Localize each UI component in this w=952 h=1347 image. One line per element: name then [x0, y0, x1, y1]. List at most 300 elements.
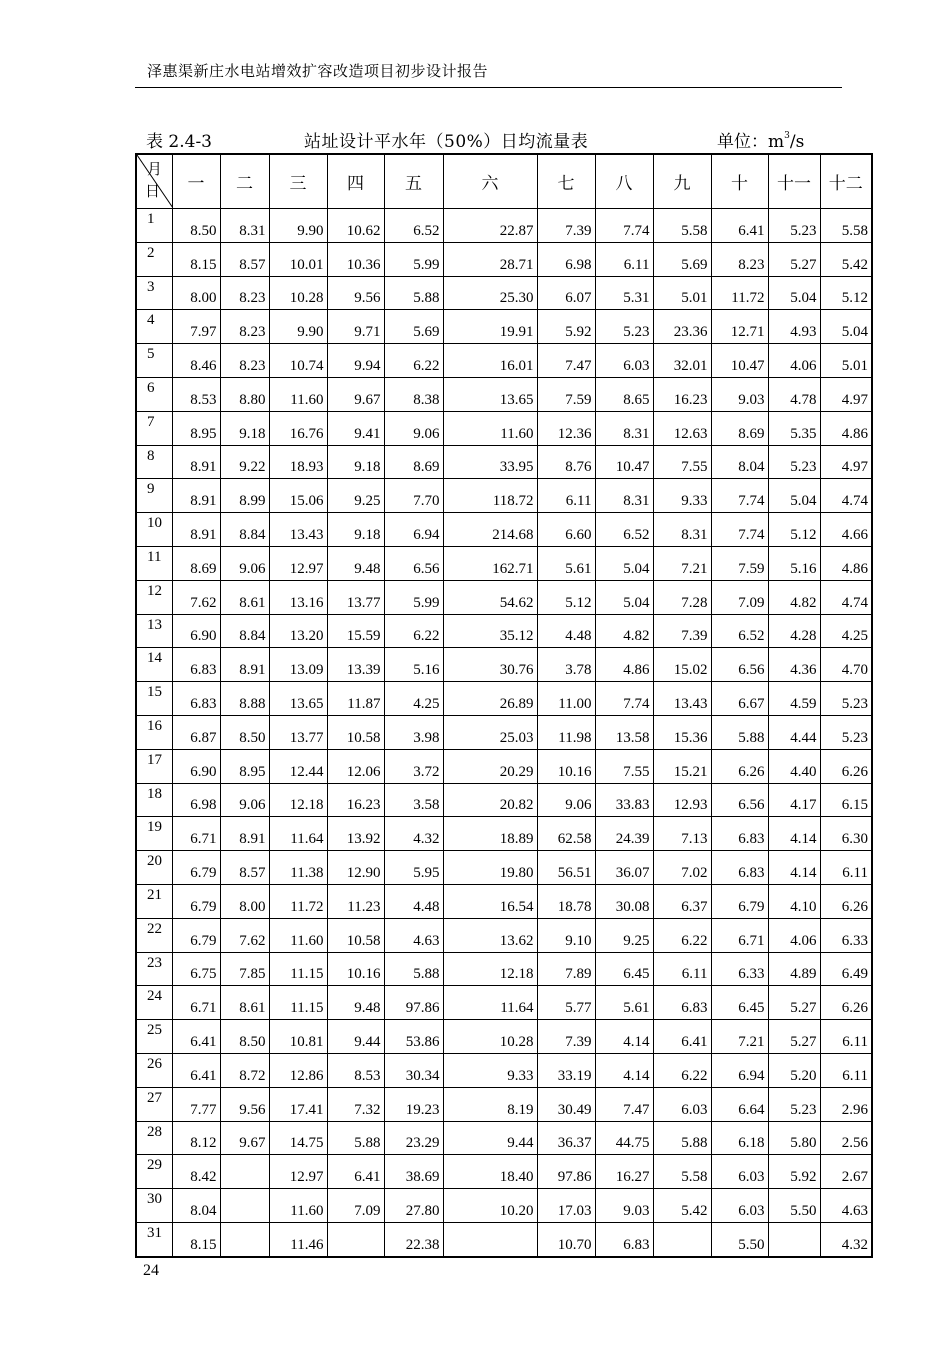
flow-value-cell: 6.98 [537, 242, 595, 276]
table-row [136, 648, 872, 682]
flow-value-cell: 5.50 [711, 1222, 768, 1256]
flow-value-cell: 6.41 [172, 1053, 220, 1087]
flow-value-cell: 9.71 [327, 310, 384, 344]
day-label: 25 [136, 1020, 172, 1054]
flow-value-cell: 6.07 [537, 276, 595, 310]
flow-value-cell: 4.66 [820, 513, 872, 547]
flow-value-cell: 17.03 [537, 1189, 595, 1223]
flow-value-cell: 9.44 [327, 1020, 384, 1054]
flow-value-cell: 8.99 [220, 479, 269, 513]
flow-value-cell: 13.43 [653, 682, 711, 716]
flow-value-cell: 10.70 [537, 1222, 595, 1256]
flow-value-cell: 6.71 [711, 918, 768, 952]
flow-value-cell: 8.23 [220, 344, 269, 378]
day-label: 26 [136, 1053, 172, 1087]
table-row [136, 918, 872, 952]
flow-value-cell: 5.23 [768, 1087, 820, 1121]
day-label: 10 [136, 513, 172, 547]
day-label: 17 [136, 749, 172, 783]
flow-value-cell: 5.12 [537, 580, 595, 614]
flow-value-cell: 30.76 [443, 648, 537, 682]
flow-value-cell: 8.31 [220, 209, 269, 243]
flow-value-cell: 6.22 [653, 918, 711, 952]
flow-value-cell: 7.09 [327, 1189, 384, 1223]
flow-value-cell: 6.94 [711, 1053, 768, 1087]
flow-value-cell: 4.36 [768, 648, 820, 682]
flow-value-cell: 12.44 [269, 749, 327, 783]
flow-value-cell: 18.78 [537, 884, 595, 918]
flow-value-cell: 6.83 [172, 648, 220, 682]
flow-value-cell: 10.28 [269, 276, 327, 310]
flow-value-cell: 9.41 [327, 411, 384, 445]
flow-value-cell: 7.85 [220, 952, 269, 986]
flow-value-cell: 11.87 [327, 682, 384, 716]
flow-value-cell: 9.25 [327, 479, 384, 513]
flow-value-cell: 6.56 [711, 783, 768, 817]
flow-value-cell: 13.16 [269, 580, 327, 614]
flow-value-cell: 7.62 [220, 918, 269, 952]
flow-value-cell: 15.36 [653, 715, 711, 749]
day-label: 16 [136, 715, 172, 749]
flow-value-cell: 7.28 [653, 580, 711, 614]
flow-value-cell: 9.06 [537, 783, 595, 817]
flow-value-cell: 5.23 [820, 715, 872, 749]
flow-value-cell: 6.22 [653, 1053, 711, 1087]
flow-value-cell: 5.88 [384, 276, 443, 310]
flow-value-cell: 8.91 [172, 445, 220, 479]
month-header: 四 [327, 154, 384, 209]
flow-value-cell: 6.90 [172, 749, 220, 783]
flow-value-cell: 5.95 [384, 851, 443, 885]
flow-value-cell: 4.89 [768, 952, 820, 986]
flow-value-cell: 4.14 [768, 851, 820, 885]
flow-value-cell: 6.30 [820, 817, 872, 851]
table-row [136, 580, 872, 614]
table-row [136, 1020, 872, 1054]
flow-value-cell: 7.74 [595, 682, 653, 716]
flow-value-cell: 162.71 [443, 546, 537, 580]
flow-value-cell: 6.52 [711, 614, 768, 648]
flow-value-cell: 4.32 [820, 1222, 872, 1256]
day-label: 6 [136, 377, 172, 411]
flow-value-cell: 13.20 [269, 614, 327, 648]
flow-value-cell: 7.55 [653, 445, 711, 479]
flow-value-cell: 4.48 [384, 884, 443, 918]
flow-value-cell: 10.16 [537, 749, 595, 783]
header-rule [135, 87, 842, 88]
day-label: 14 [136, 648, 172, 682]
flow-value-cell: 6.83 [711, 817, 768, 851]
flow-value-cell: 4.40 [768, 749, 820, 783]
day-label: 3 [136, 276, 172, 310]
flow-value-cell: 4.06 [768, 918, 820, 952]
flow-value-cell: 33.19 [537, 1053, 595, 1087]
flow-value-cell: 26.89 [443, 682, 537, 716]
flow-value-cell: 7.89 [537, 952, 595, 986]
flow-value-cell: 6.41 [172, 1020, 220, 1054]
flow-value-cell: 8.76 [537, 445, 595, 479]
flow-value-cell: 7.97 [172, 310, 220, 344]
unit-prefix: 单位：m [717, 132, 785, 152]
flow-value-cell: 11.38 [269, 851, 327, 885]
flow-value-cell: 6.03 [711, 1155, 768, 1189]
flow-value-cell: 8.04 [172, 1189, 220, 1223]
flow-value-cell: 7.62 [172, 580, 220, 614]
flow-value-cell: 23.36 [653, 310, 711, 344]
flow-value-cell: 8.95 [220, 749, 269, 783]
flow-value-cell: 8.61 [220, 986, 269, 1020]
table-row [136, 411, 872, 445]
table-row [136, 749, 872, 783]
flow-value-cell: 8.69 [384, 445, 443, 479]
flow-value-cell: 11.46 [269, 1222, 327, 1256]
day-label: 18 [136, 783, 172, 817]
month-header: 一 [172, 154, 220, 209]
flow-value-cell: 11.60 [269, 377, 327, 411]
flow-value-cell: 13.65 [269, 682, 327, 716]
flow-value-cell: 8.00 [172, 276, 220, 310]
flow-value-cell: 8.69 [172, 546, 220, 580]
flow-value-cell: 6.98 [172, 783, 220, 817]
flow-value-cell: 5.12 [768, 513, 820, 547]
flow-value-cell: 4.82 [768, 580, 820, 614]
flow-value-cell: 30.34 [384, 1053, 443, 1087]
flow-value-cell: 12.90 [327, 851, 384, 885]
flow-value-cell: 12.18 [269, 783, 327, 817]
day-label: 21 [136, 884, 172, 918]
flow-value-cell: 4.32 [384, 817, 443, 851]
flow-value-cell: 22.38 [384, 1222, 443, 1256]
table-row [136, 209, 872, 243]
flow-value-cell: 8.84 [220, 513, 269, 547]
flow-value-cell: 11.72 [269, 884, 327, 918]
flow-value-cell: 6.60 [537, 513, 595, 547]
flow-value-cell: 9.56 [327, 276, 384, 310]
flow-value-cell: 6.33 [711, 952, 768, 986]
flow-value-cell: 16.76 [269, 411, 327, 445]
table-row [136, 242, 872, 276]
flow-value-cell: 4.82 [595, 614, 653, 648]
flow-value-cell: 12.63 [653, 411, 711, 445]
flow-value-cell: 6.22 [384, 614, 443, 648]
flow-value-cell: 7.39 [653, 614, 711, 648]
flow-value-cell: 11.60 [443, 411, 537, 445]
flow-value-cell: 6.03 [653, 1087, 711, 1121]
flow-value-cell: 6.75 [172, 952, 220, 986]
flow-value-cell: 8.04 [711, 445, 768, 479]
flow-value-cell: 4.74 [820, 479, 872, 513]
flow-value-cell: 12.71 [711, 310, 768, 344]
flow-value-cell: 3.58 [384, 783, 443, 817]
flow-value-cell: 33.83 [595, 783, 653, 817]
flow-value-cell: 8.12 [172, 1121, 220, 1155]
flow-value-cell: 2.96 [820, 1087, 872, 1121]
flow-value-cell: 6.83 [711, 851, 768, 885]
flow-value-cell: 5.99 [384, 242, 443, 276]
flow-value-cell: 6.41 [327, 1155, 384, 1189]
flow-value-cell: 8.72 [220, 1053, 269, 1087]
flow-value-cell: 6.26 [711, 749, 768, 783]
flow-value-cell: 8.15 [172, 242, 220, 276]
flow-value-cell: 33.95 [443, 445, 537, 479]
flow-value-cell: 7.55 [595, 749, 653, 783]
flow-value-cell: 10.47 [595, 445, 653, 479]
day-label: 7 [136, 411, 172, 445]
flow-value-cell: 38.69 [384, 1155, 443, 1189]
table-row [136, 1189, 872, 1223]
flow-value-cell: 6.87 [172, 715, 220, 749]
flow-value-cell: 18.89 [443, 817, 537, 851]
flow-value-cell: 9.67 [327, 377, 384, 411]
flow-value-cell: 7.47 [595, 1087, 653, 1121]
flow-value-cell: 5.20 [768, 1053, 820, 1087]
flow-value-cell: 6.64 [711, 1087, 768, 1121]
flow-value-cell: 5.42 [653, 1189, 711, 1223]
flow-value-cell [220, 1155, 269, 1189]
month-header: 十一 [768, 154, 820, 209]
flow-value-cell: 11.60 [269, 1189, 327, 1223]
flow-value-cell: 5.88 [653, 1121, 711, 1155]
flow-value-cell: 4.25 [820, 614, 872, 648]
flow-value-cell: 4.44 [768, 715, 820, 749]
flow-value-cell: 36.37 [537, 1121, 595, 1155]
flow-value-cell: 9.03 [711, 377, 768, 411]
flow-value-cell: 16.23 [653, 377, 711, 411]
month-header: 二 [220, 154, 269, 209]
flow-value-cell: 62.58 [537, 817, 595, 851]
flow-value-cell: 8.53 [327, 1053, 384, 1087]
flow-value-cell: 11.00 [537, 682, 595, 716]
flow-value-cell: 6.18 [711, 1121, 768, 1155]
flow-value-cell: 8.23 [220, 310, 269, 344]
flow-value-cell: 16.54 [443, 884, 537, 918]
table-number: 表 2.4-3 [146, 132, 212, 152]
flow-value-cell: 4.78 [768, 377, 820, 411]
flow-value-cell [653, 1222, 711, 1256]
flow-value-cell: 5.88 [711, 715, 768, 749]
flow-value-cell: 6.26 [820, 884, 872, 918]
flow-value-cell: 6.11 [820, 1053, 872, 1087]
flow-value-cell: 7.70 [384, 479, 443, 513]
table-row [136, 682, 872, 716]
flow-value-cell: 7.39 [537, 1020, 595, 1054]
flow-value-cell: 5.99 [384, 580, 443, 614]
flow-value-cell: 15.06 [269, 479, 327, 513]
flow-value-cell: 8.91 [172, 479, 220, 513]
table-row [136, 479, 872, 513]
daily-flow-table [135, 153, 873, 1258]
month-header: 九 [653, 154, 711, 209]
flow-value-cell: 9.06 [384, 411, 443, 445]
flow-value-cell: 30.49 [537, 1087, 595, 1121]
flow-value-cell: 4.28 [768, 614, 820, 648]
flow-value-cell: 9.06 [220, 783, 269, 817]
flow-value-cell: 5.04 [768, 479, 820, 513]
flow-value-cell: 5.23 [820, 682, 872, 716]
flow-value-cell: 9.33 [653, 479, 711, 513]
unit-superscript: 3 [784, 131, 790, 141]
unit-suffix: /s [789, 132, 805, 152]
flow-value-cell: 6.11 [653, 952, 711, 986]
flow-value-cell: 9.03 [595, 1189, 653, 1223]
flow-value-cell: 6.15 [820, 783, 872, 817]
flow-value-cell: 5.88 [327, 1121, 384, 1155]
flow-value-cell: 12.97 [269, 546, 327, 580]
flow-value-cell: 9.44 [443, 1121, 537, 1155]
table-row [136, 344, 872, 378]
flow-value-cell: 5.92 [537, 310, 595, 344]
table-row [136, 546, 872, 580]
flow-value-cell: 6.45 [711, 986, 768, 1020]
flow-value-cell: 7.59 [537, 377, 595, 411]
flow-value-cell: 25.30 [443, 276, 537, 310]
flow-value-cell: 11.15 [269, 986, 327, 1020]
flow-value-cell: 7.09 [711, 580, 768, 614]
flow-value-cell: 6.41 [653, 1020, 711, 1054]
flow-value-cell: 6.52 [595, 513, 653, 547]
flow-value-cell: 10.20 [443, 1189, 537, 1223]
table-row [136, 1121, 872, 1155]
table-row [136, 1155, 872, 1189]
flow-value-cell: 5.58 [820, 209, 872, 243]
flow-value-cell: 9.90 [269, 209, 327, 243]
flow-value-cell: 7.02 [653, 851, 711, 885]
flow-value-cell: 5.35 [768, 411, 820, 445]
table-row [136, 377, 872, 411]
flow-value-cell: 10.36 [327, 242, 384, 276]
day-label: 9 [136, 479, 172, 513]
flow-value-cell: 6.11 [537, 479, 595, 513]
flow-value-cell: 5.27 [768, 986, 820, 1020]
flow-value-cell: 4.14 [768, 817, 820, 851]
flow-value-cell: 4.63 [820, 1189, 872, 1223]
flow-value-cell: 20.82 [443, 783, 537, 817]
day-label: 31 [136, 1222, 172, 1256]
flow-value-cell: 15.21 [653, 749, 711, 783]
flow-value-cell: 8.91 [220, 648, 269, 682]
table-row [136, 851, 872, 885]
flow-value-cell: 2.67 [820, 1155, 872, 1189]
flow-value-cell: 6.11 [820, 851, 872, 885]
flow-value-cell: 13.77 [269, 715, 327, 749]
flow-value-cell: 7.39 [537, 209, 595, 243]
flow-value-cell: 6.03 [711, 1189, 768, 1223]
flow-value-cell: 6.94 [384, 513, 443, 547]
flow-value-cell: 2.56 [820, 1121, 872, 1155]
flow-value-cell: 10.47 [711, 344, 768, 378]
month-header: 十 [711, 154, 768, 209]
flow-value-cell: 8.50 [220, 715, 269, 749]
table-row [136, 445, 872, 479]
day-label: 22 [136, 918, 172, 952]
corner-month-label: 月 [147, 160, 163, 178]
flow-value-cell: 11.60 [269, 918, 327, 952]
flow-value-cell: 5.92 [768, 1155, 820, 1189]
flow-value-cell: 8.50 [172, 209, 220, 243]
flow-value-cell: 4.97 [820, 377, 872, 411]
flow-value-cell: 6.79 [172, 918, 220, 952]
flow-value-cell: 3.78 [537, 648, 595, 682]
flow-value-cell: 36.07 [595, 851, 653, 885]
flow-value-cell: 12.93 [653, 783, 711, 817]
table-header-row [136, 154, 872, 209]
flow-value-cell: 22.87 [443, 209, 537, 243]
flow-value-cell: 13.09 [269, 648, 327, 682]
flow-value-cell: 35.12 [443, 614, 537, 648]
flow-value-cell: 4.86 [820, 546, 872, 580]
flow-value-cell: 6.56 [384, 546, 443, 580]
day-label: 19 [136, 817, 172, 851]
flow-value-cell: 8.61 [220, 580, 269, 614]
flow-value-cell: 4.59 [768, 682, 820, 716]
flow-value-cell: 9.18 [327, 513, 384, 547]
table-unit [717, 127, 804, 152]
flow-value-cell: 5.50 [768, 1189, 820, 1223]
flow-value-cell: 8.57 [220, 242, 269, 276]
flow-value-cell [443, 1222, 537, 1256]
flow-value-cell: 10.81 [269, 1020, 327, 1054]
flow-value-cell [220, 1189, 269, 1223]
flow-value-cell: 5.42 [820, 242, 872, 276]
table-row [136, 513, 872, 547]
flow-value-cell: 118.72 [443, 479, 537, 513]
flow-value-cell: 6.56 [711, 648, 768, 682]
flow-value-cell: 10.62 [327, 209, 384, 243]
flow-value-cell: 10.01 [269, 242, 327, 276]
flow-value-cell: 6.71 [172, 986, 220, 1020]
table-body [136, 209, 872, 1257]
flow-value-cell: 13.65 [443, 377, 537, 411]
flow-value-cell: 7.74 [711, 479, 768, 513]
flow-value-cell: 12.97 [269, 1155, 327, 1189]
flow-value-cell: 4.93 [768, 310, 820, 344]
flow-value-cell [220, 1222, 269, 1256]
flow-value-cell: 4.97 [820, 445, 872, 479]
month-header: 六 [443, 154, 537, 209]
flow-value-cell: 12.06 [327, 749, 384, 783]
month-header: 十二 [820, 154, 872, 209]
flow-value-cell: 6.79 [172, 851, 220, 885]
flow-value-cell: 6.22 [384, 344, 443, 378]
table-row [136, 1087, 872, 1121]
flow-value-cell: 11.15 [269, 952, 327, 986]
flow-value-cell: 5.23 [768, 445, 820, 479]
table-row [136, 310, 872, 344]
flow-value-cell: 24.39 [595, 817, 653, 851]
flow-value-cell: 9.18 [327, 445, 384, 479]
corner-cell [136, 154, 172, 209]
flow-value-cell: 8.15 [172, 1222, 220, 1256]
flow-value-cell: 32.01 [653, 344, 711, 378]
day-label: 8 [136, 445, 172, 479]
flow-value-cell: 7.13 [653, 817, 711, 851]
flow-value-cell: 5.04 [595, 580, 653, 614]
flow-value-cell: 12.36 [537, 411, 595, 445]
flow-value-cell [327, 1222, 384, 1256]
day-label: 4 [136, 310, 172, 344]
flow-value-cell: 13.58 [595, 715, 653, 749]
flow-value-cell: 8.80 [220, 377, 269, 411]
flow-value-cell: 8.42 [172, 1155, 220, 1189]
day-label: 27 [136, 1087, 172, 1121]
table-row [136, 1053, 872, 1087]
flow-value-cell: 6.26 [820, 749, 872, 783]
flow-value-cell: 5.04 [595, 546, 653, 580]
month-header: 三 [269, 154, 327, 209]
flow-value-cell: 6.11 [595, 242, 653, 276]
flow-value-cell: 9.10 [537, 918, 595, 952]
flow-value-cell: 5.58 [653, 1155, 711, 1189]
